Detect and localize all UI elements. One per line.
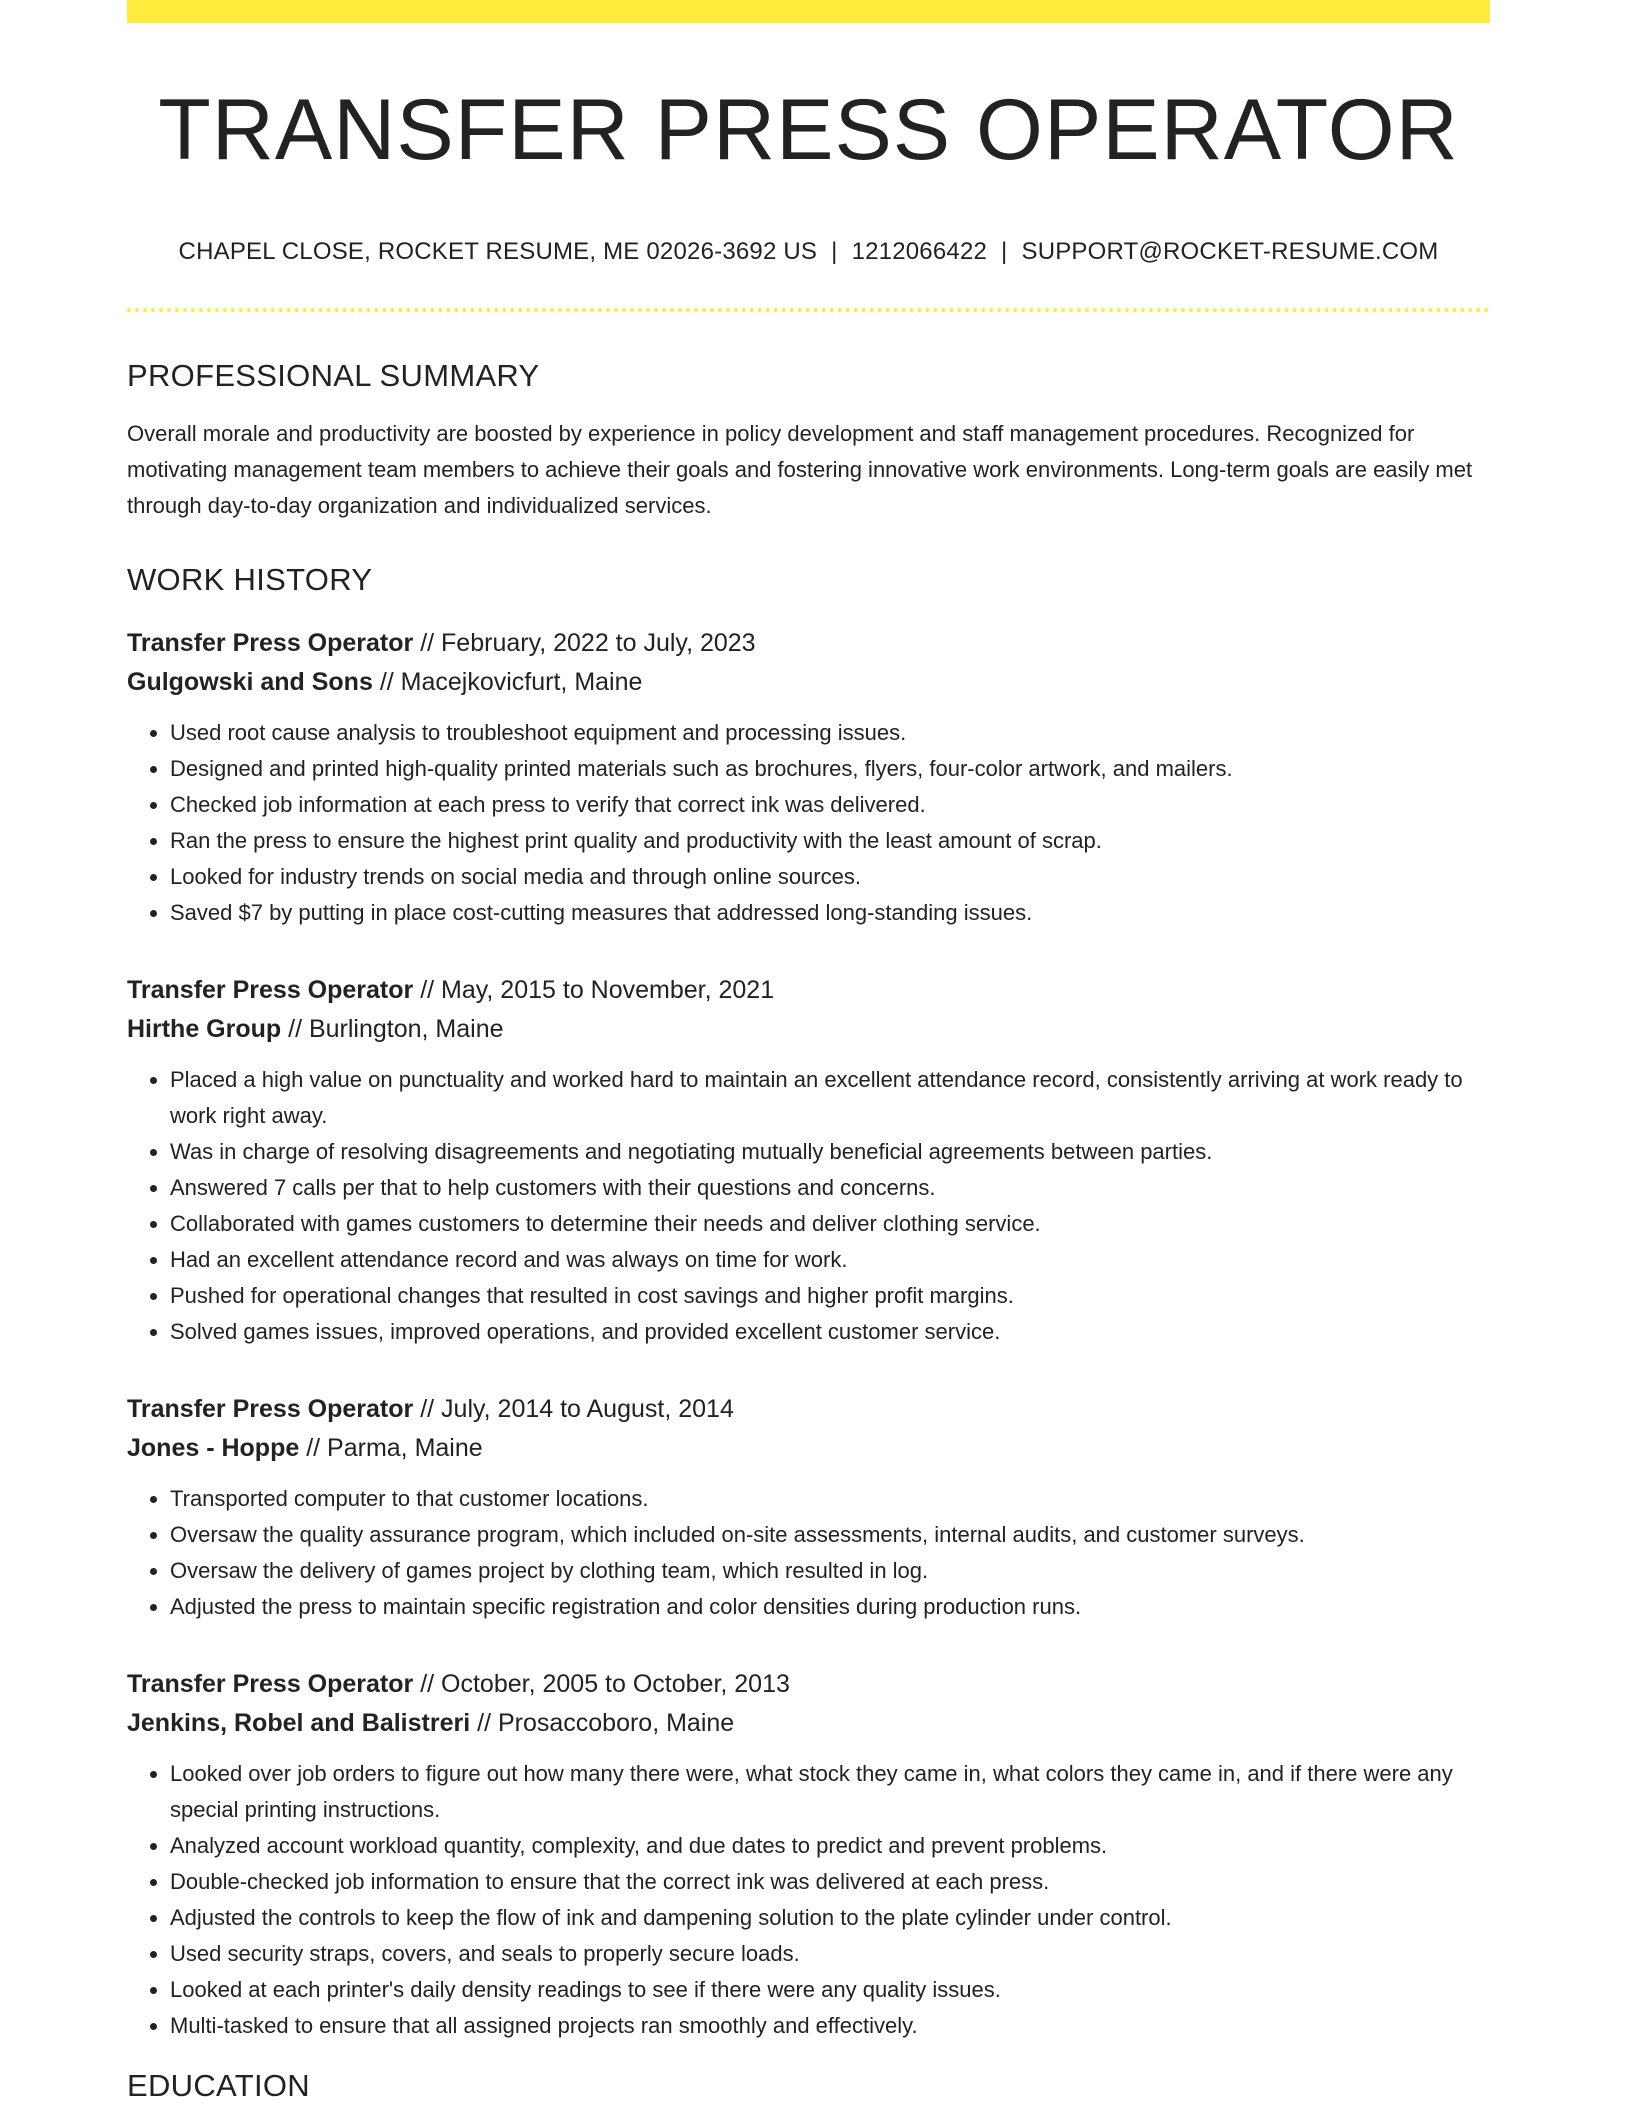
job-company-line xyxy=(127,1704,1490,1743)
job-bullet: • Looked for industry trends on social media and through online sources. xyxy=(170,859,1490,895)
job-bullet: • Looked over job orders to figure out how many there were, what stock they came in, what colors they came in, and if there were any special printing instructions. xyxy=(170,1756,1490,1828)
job-bullets xyxy=(127,1481,1490,1625)
job-title-line xyxy=(127,971,1490,1010)
job-company-line xyxy=(127,1429,1490,1468)
resume-name: TRANSFER PRESS OPERATOR xyxy=(158,82,1459,178)
job-company-line xyxy=(127,1010,1490,1049)
summary-heading: PROFESSIONAL SUMMARY xyxy=(127,357,540,393)
job-location: // Parma, Maine xyxy=(306,1433,483,1462)
job-bullet: • Double-checked job information to ensure that the correct ink was delivered at each press. xyxy=(170,1864,1490,1900)
job-bullet: • Placed a high value on punctuality and worked hard to maintain an excellent attendance record, consistently arriving at work ready to work right away. xyxy=(170,1062,1490,1134)
contact-line xyxy=(127,238,1490,266)
job-location: // Prosaccoboro, Maine xyxy=(477,1708,735,1737)
job-bullet: • Solved games issues, improved operations, and provided excellent customer service. xyxy=(170,1314,1490,1350)
job-role: Transfer Press Operator xyxy=(127,975,414,1004)
contact-email: SUPPORT@ROCKET-RESUME.COM xyxy=(1021,237,1439,265)
job-bullet: • Ran the press to ensure the highest print quality and productivity with the least amount of scrap. xyxy=(170,823,1490,859)
contact-separator: | xyxy=(831,237,838,265)
job-title-line xyxy=(127,1665,1490,1704)
job-company-line xyxy=(127,663,1490,702)
job-bullet: • Transported computer to that customer locations. xyxy=(170,1481,1490,1517)
education-heading: EDUCATION xyxy=(127,2067,310,2103)
job-bullets xyxy=(127,1062,1490,1350)
contact-separator: | xyxy=(1001,237,1008,265)
job-bullet: • Adjusted the press to maintain specific registration and color densities during production runs. xyxy=(170,1589,1490,1625)
job-location: // Burlington, Maine xyxy=(288,1014,504,1043)
job-bullets xyxy=(127,1756,1490,2044)
job-role: Transfer Press Operator xyxy=(127,628,414,657)
job-dates: // July, 2014 to August, 2014 xyxy=(420,1394,734,1423)
job-bullet: • Analyzed account workload quantity, complexity, and due dates to predict and prevent problems. xyxy=(170,1828,1490,1864)
job-entry xyxy=(127,624,1490,931)
contact-address: CHAPEL CLOSE, ROCKET RESUME, ME 02026-3692 US xyxy=(178,237,818,265)
job-company: Hirthe Group xyxy=(127,1014,282,1043)
job-bullet: • Saved $7 by putting in place cost-cutting measures that addressed long-standing issues. xyxy=(170,895,1490,931)
accent-top-bar xyxy=(127,0,1490,23)
job-title-line xyxy=(127,1390,1490,1429)
job-bullet: • Used security straps, covers, and seals to properly secure loads. xyxy=(170,1936,1490,1972)
work-history-heading: WORK HISTORY xyxy=(127,561,373,597)
job-dates: // May, 2015 to November, 2021 xyxy=(420,975,775,1004)
job-bullet: • Pushed for operational changes that resulted in cost savings and higher profit margins. xyxy=(170,1278,1490,1314)
job-bullet: • Designed and printed high-quality printed materials such as brochures, flyers, four-color artwork, and mailers. xyxy=(170,751,1490,787)
job-company: Jones - Hoppe xyxy=(127,1433,300,1462)
job-bullet: • Collaborated with games customers to determine their needs and deliver clothing service. xyxy=(170,1206,1490,1242)
job-role: Transfer Press Operator xyxy=(127,1394,414,1423)
job-role: Transfer Press Operator xyxy=(127,1669,414,1698)
job-company: Jenkins, Robel and Balistreri xyxy=(127,1708,471,1737)
job-bullet: • Oversaw the quality assurance program, which included on-site assessments, internal audits, and customer surveys. xyxy=(170,1517,1490,1553)
job-dates: // February, 2022 to July, 2023 xyxy=(420,628,756,657)
job-title-line xyxy=(127,624,1490,663)
job-entry xyxy=(127,971,1490,1350)
job-entry xyxy=(127,1665,1490,2044)
job-bullet: • Oversaw the delivery of games project by clothing team, which resulted in log. xyxy=(170,1553,1490,1589)
job-dates: // October, 2005 to October, 2013 xyxy=(420,1669,790,1698)
job-bullet: • Looked at each printer's daily density readings to see if there were any quality issues. xyxy=(170,1972,1490,2008)
job-company: Gulgowski and Sons xyxy=(127,667,373,696)
job-bullet: • Had an excellent attendance record and was always on time for work. xyxy=(170,1242,1490,1278)
dotted-divider xyxy=(127,308,1490,312)
job-bullet: • Adjusted the controls to keep the flow of ink and dampening solution to the plate cylinder under control. xyxy=(170,1900,1490,1936)
job-location: // Macejkovicfurt, Maine xyxy=(379,667,643,696)
job-bullet: • Was in charge of resolving disagreements and negotiating mutually beneficial agreements between parties. xyxy=(170,1134,1490,1170)
job-bullet: • Checked job information at each press to verify that correct ink was delivered. xyxy=(170,787,1490,823)
contact-phone: 1212066422 xyxy=(851,237,988,265)
resume-page xyxy=(127,0,1490,2104)
job-entry xyxy=(127,1390,1490,1625)
job-bullet: • Used root cause analysis to troubleshoot equipment and processing issues. xyxy=(170,715,1490,751)
summary-text: Overall morale and productivity are boosted by experience in policy development and staff management procedures. Recognized for motivating management team members to achieve their goals and fostering innovative work environments. Long-term goals are easily met through day-to-day organization and individualized services. xyxy=(127,420,1473,518)
job-bullet: • Multi-tasked to ensure that all assigned projects ran smoothly and effectively. xyxy=(170,2008,1490,2044)
job-bullet: • Answered 7 calls per that to help customers with their questions and concerns. xyxy=(170,1170,1490,1206)
job-bullets xyxy=(127,715,1490,931)
